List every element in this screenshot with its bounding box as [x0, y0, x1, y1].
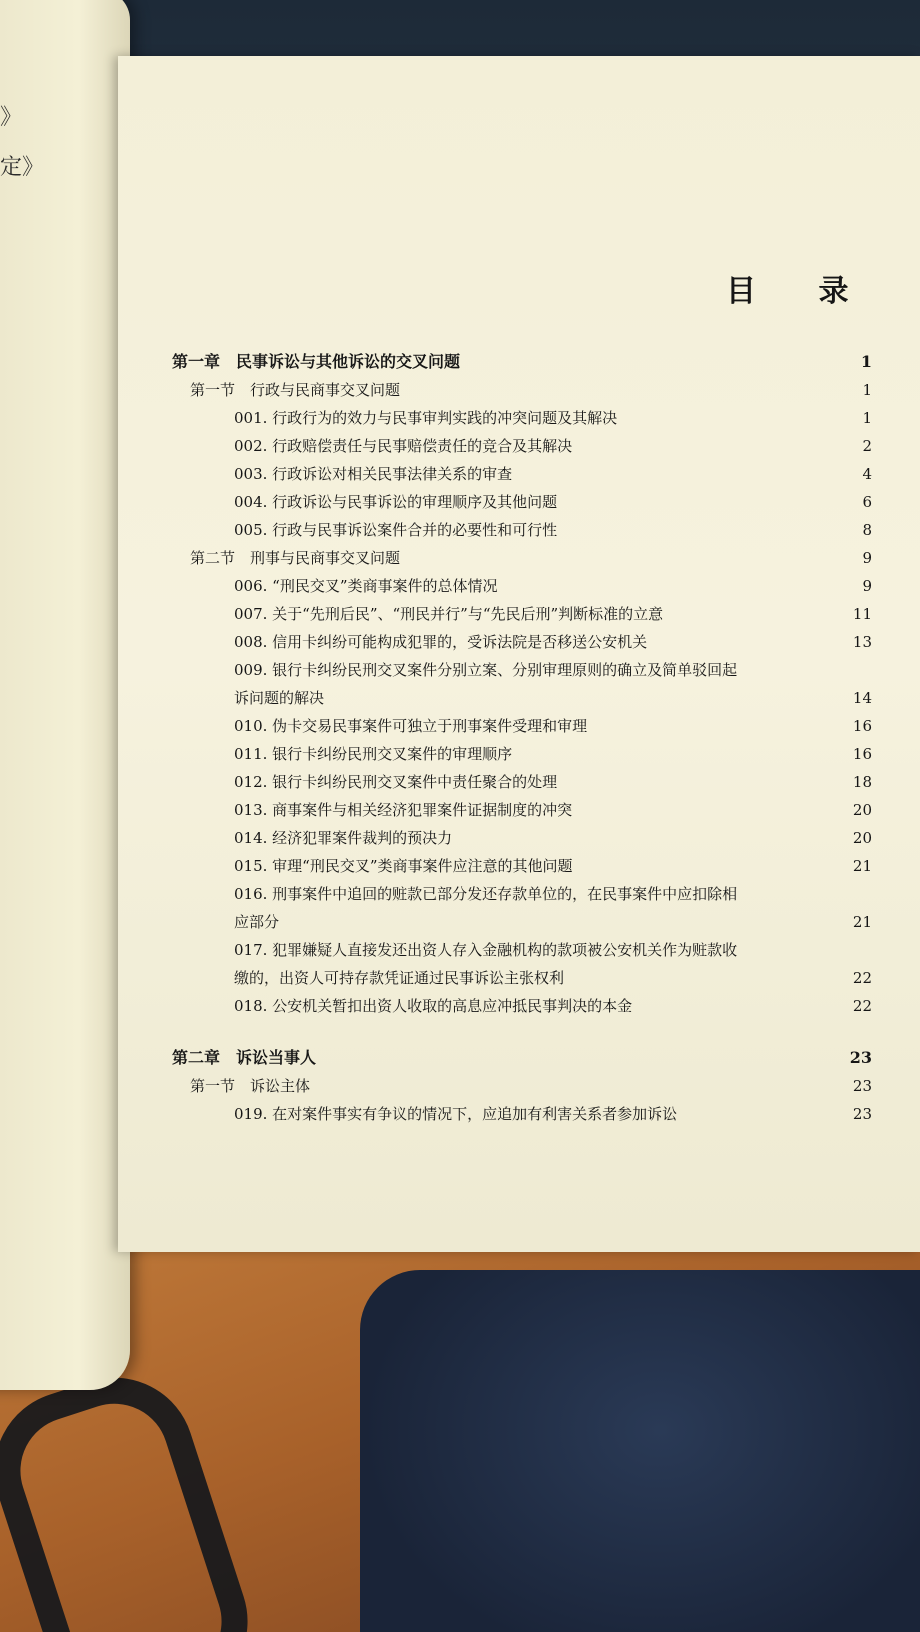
toc-page-number: 1	[862, 381, 872, 399]
toc-section[interactable]	[172, 544, 872, 572]
toc-item[interactable]	[172, 460, 872, 488]
toc-item[interactable]	[172, 936, 872, 992]
toc-list	[172, 348, 872, 1128]
toc-entry-text: 008. 信用卡纠纷可能构成犯罪的，受诉法院是否移送公安机关	[234, 633, 648, 651]
toc-page-number: 8	[862, 521, 872, 539]
toc-page-number: 1	[862, 409, 872, 427]
toc-page-number: 16	[852, 717, 872, 735]
toc-page-number: 20	[852, 801, 872, 819]
toc-entry-text: 第二章 诉讼当事人	[172, 1048, 317, 1067]
toc-entry-text: 001. 行政行为的效力与民事审判实践的冲突问题及其解决	[234, 409, 618, 427]
left-page	[0, 0, 130, 1390]
toc-entry-text: 017. 犯罪嫌疑人直接发还出资人存入金融机构的款项被公安机关作为赃款收缴的，出资人可持存款凭证通过民事诉讼主张权利	[234, 941, 738, 987]
toc-page	[118, 56, 920, 1252]
toc-item[interactable]	[172, 880, 872, 936]
toc-entry-text: 004. 行政诉讼与民事诉讼的审理顺序及其他问题	[234, 493, 558, 511]
toc-page-number: 1	[860, 352, 872, 371]
toc-page-number: 9	[862, 577, 872, 595]
toc-item[interactable]	[172, 712, 872, 740]
toc-page-number: 22	[852, 969, 872, 987]
toc-item[interactable]	[172, 628, 872, 656]
toc-entry-text: 013. 商事案件与相关经济犯罪案件证据制度的冲突	[234, 801, 573, 819]
left-page-fragment: 》	[0, 105, 23, 130]
toc-page-number: 22	[852, 997, 872, 1015]
toc-item[interactable]	[172, 740, 872, 768]
toc-page-number: 2	[862, 437, 872, 455]
toc-entry-text: 018. 公安机关暂扣出资人收取的高息应冲抵民事判决的本金	[234, 997, 633, 1015]
toc-item[interactable]	[172, 1100, 872, 1128]
toc-entry-text: 第二节 刑事与民商事交叉问题	[190, 549, 401, 567]
toc-item[interactable]	[172, 852, 872, 880]
toc-entry-text: 002. 行政赔偿责任与民事赔偿责任的竞合及其解决	[234, 437, 573, 455]
toc-entry-text: 019. 在对案件事实有争议的情况下，应追加有利害关系者参加诉讼	[234, 1105, 678, 1123]
toc-section[interactable]	[172, 1072, 872, 1100]
toc-item[interactable]	[172, 572, 872, 600]
toc-page-number: 23	[852, 1105, 872, 1123]
toc-entry-text: 007. 关于“先刑后民”、“刑民并行”与“先民后刑”判断标准的立意	[234, 605, 664, 623]
toc-chapter[interactable]	[172, 1044, 872, 1072]
toc-entry-text: 011. 银行卡纠纷民刑交叉案件的审理顺序	[234, 745, 513, 763]
toc-entry-text: 005. 行政与民事诉讼案件合并的必要性和可行性	[234, 521, 558, 539]
toc-page-number: 11	[852, 605, 872, 623]
toc-chapter[interactable]	[172, 348, 872, 376]
toc-entry-text: 第一节 行政与民商事交叉问题	[190, 381, 401, 399]
toc-item[interactable]	[172, 992, 872, 1020]
toc-entry-text: 014. 经济犯罪案件裁判的预决力	[234, 829, 453, 847]
toc-gap	[172, 1020, 872, 1044]
toc-page-number: 23	[852, 1077, 872, 1095]
toc-section[interactable]	[172, 376, 872, 404]
toc-entry-text: 015. 审理“刑民交叉”类商事案件应注意的其他问题	[234, 857, 573, 875]
toc-page-number: 23	[849, 1048, 872, 1067]
toc-entry-text: 第一章 民事诉讼与其他诉讼的交叉问题	[172, 352, 461, 371]
left-page-fragment: 定》	[0, 155, 45, 180]
toc-page-number: 13	[852, 633, 872, 651]
toc-page-number: 21	[852, 857, 872, 875]
toc-entry-text: 006. “刑民交叉”类商事案件的总体情况	[234, 577, 498, 595]
toc-entry-text: 003. 行政诉讼对相关民事法律关系的审查	[234, 465, 513, 483]
toc-entry-text: 012. 银行卡纠纷民刑交叉案件中责任聚合的处理	[234, 773, 558, 791]
toc-entry-text: 009. 银行卡纠纷民刑交叉案件分别立案、分别审理原则的确立及简单驳回起诉问题的解决	[234, 661, 738, 707]
toc-page-number: 9	[862, 549, 872, 567]
toc-page-number: 4	[862, 465, 872, 483]
toc-item[interactable]	[172, 488, 872, 516]
toc-item[interactable]	[172, 768, 872, 796]
toc-title: 目 录	[726, 274, 875, 309]
toc-entry-text: 010. 伪卡交易民事案件可独立于刑事案件受理和审理	[234, 717, 588, 735]
toc-item[interactable]	[172, 404, 872, 432]
toc-entry-text: 第一节 诉讼主体	[190, 1077, 311, 1095]
toc-item[interactable]	[172, 824, 872, 852]
toc-page-number: 14	[852, 689, 872, 707]
toc-item[interactable]	[172, 656, 872, 712]
toc-item[interactable]	[172, 600, 872, 628]
toc-entry-text: 016. 刑事案件中追回的赃款已部分发还存款单位的，在民事案件中应扣除相应部分	[234, 885, 738, 931]
toc-page-number: 20	[852, 829, 872, 847]
toc-page-number: 16	[852, 745, 872, 763]
toc-page-number: 6	[862, 493, 872, 511]
toc-item[interactable]	[172, 432, 872, 460]
toc-item[interactable]	[172, 796, 872, 824]
background-fabric	[360, 1270, 920, 1632]
toc-page-number: 21	[852, 913, 872, 931]
toc-page-number: 18	[852, 773, 872, 791]
toc-item[interactable]	[172, 516, 872, 544]
